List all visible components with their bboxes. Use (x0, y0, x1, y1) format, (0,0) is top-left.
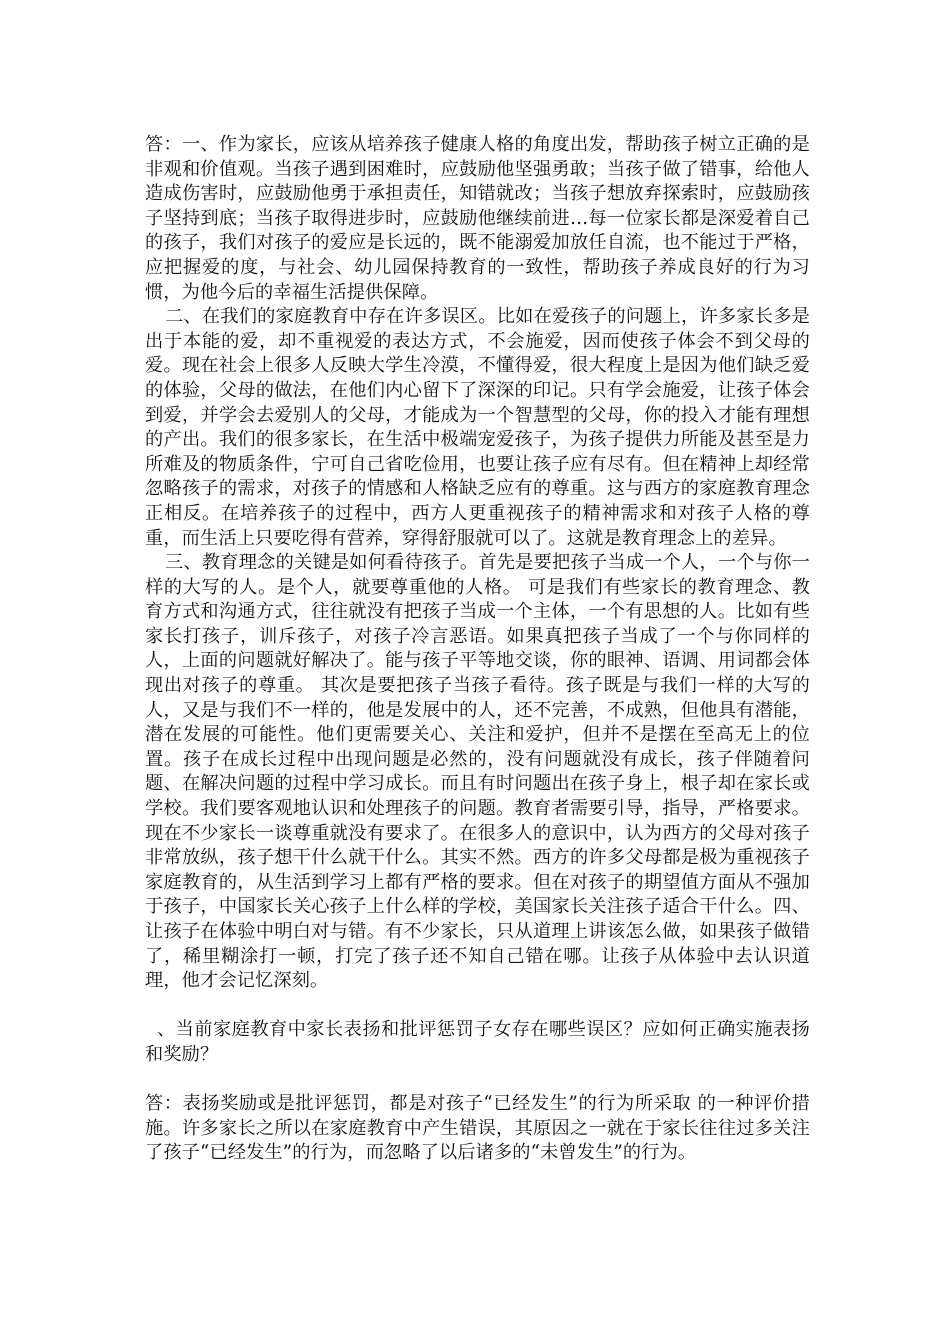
blank-line (145, 994, 810, 1019)
blank-line (145, 1068, 810, 1093)
answer-2-paragraph: 答：表扬奖励或是批评惩罚，都是对孩子“已经发生”的行为所采取 的一种评价措施。许多家长之所以在家庭教育中产生错误，其原因之一就在于家长往往过多关注了孩子“已经发生”的行为，而忽略了以后诸多的“未曾发生”的行为。 (145, 1093, 810, 1164)
question-2-heading: 、当前家庭教育中家长表扬和批评惩罚子女存在哪些误区？应如何正确实施表扬和奖励？ (145, 1019, 810, 1065)
answer-1-part-3-paragraph: 三、教育理念的关键是如何看待孩子。首先是要把孩子当成一个人，一个与你一样的大写的人。是个人，就要尊重他的人格。 可是我们有些家长的教育理念、教育方式和沟通方式，往往就没有把孩子当成一个主体，一个有思想的人。比如有些家长打孩子，训斥孩子，对孩子冷言恶语。如果真把孩子当成了一个与你同样的人，上面的问题就好解决了。能与孩子平等地交谈，你的眼神、语调、用词都会体现出对孩子的尊重。 其次是要把孩子当孩子看待。孩子既是与我们一样的大写的人，又是与我们不一样的，他是发展中的人，还不完善，不成熟，但他具有潜能，潜在发展的可能性。他们更需要关心、关注和爱护，但并不是摆在至高无上的位置。孩子在成长过程中出现问题是必然的，没有问题就没有成长，孩子伴随着问题、在解决问题的过程中学习成长。而且有时问题出在孩子身上，根子却在家长或学校。我们要客观地认识和处理孩子的问题。教育者需要引导，指导，严格要求。现在不少家长一谈尊重就没有要求了。在很多人的意识中，认为西方的父母对孩子非常放纵，孩子想干什么就干什么。其实不然。西方的许多父母都是极为重视孩子家庭教育的，从生活到学习上都有严格的要求。但在对孩子的期望值方面从不强加于孩子，中国家长关心孩子上什么样的学校，美国家长关注孩子适合干什么。四、让孩子在体验中明白对与错。有不少家长，只从道理上讲该怎么做，如果孩子做错了，稀里糊涂打一顿，打完了孩子还不知自己错在哪。让孩子从体验中去认识道理，他才会记忆深刻。 (145, 552, 810, 992)
document-page (145, 133, 810, 1166)
answer-1-part-2-paragraph: 二、在我们的家庭教育中存在许多误区。比如在爱孩子的问题上，许多家长多是出于本能的爱，却不重视爱的表达方式，不会施爱，因而使孩子体会不到父母的爱。现在社会上很多人反映大学生冷漠，不懂得爱，很大程度上是因为他们缺乏爱的体验，父母的做法，在他们内心留下了深深的印记。只有学会施爱，让孩子体会到爱，并学会去爱别人的父母，才能成为一个智慧型的父母，你的投入才能有理想的产出。我们的很多家长，在生活中极端宠爱孩子，为孩子提供力所能及甚至是力所难及的物质条件，宁可自己省吃俭用，也要让孩子应有尽有。但在精神上却经常忽略孩子的需求，对孩子的情感和人格缺乏应有的尊重。这与西方的家庭教育理念正相反。在培养孩子的过程中，西方人更重视孩子的精神需求和对孩子人格的尊重，而生活上只要吃得有营养，穿得舒服就可以了。这就是教育理念上的差异。 (145, 306, 810, 549)
answer-1-intro-paragraph: 答：一、作为家长，应该从培养孩子健康人格的角度出发，帮助孩子树立正确的是非观和价值观。当孩子遇到困难时，应鼓励他坚强勇敢；当孩子做了错事，给他人造成伤害时，应鼓励他勇于承担责任，知错就改；当孩子想放弃探索时，应鼓励孩子坚持到底；当孩子取得进步时，应鼓励他继续前进…每一位家长都是深爱着自己的孩子，我们对孩子的爱应是长远的，既不能溺爱加放任自流，也不能过于严格，应把握爱的度，与社会、幼儿园保持教育的一致性，帮助孩子养成良好的行为习惯，为他今后的幸福生活提供保障。 (145, 134, 810, 303)
